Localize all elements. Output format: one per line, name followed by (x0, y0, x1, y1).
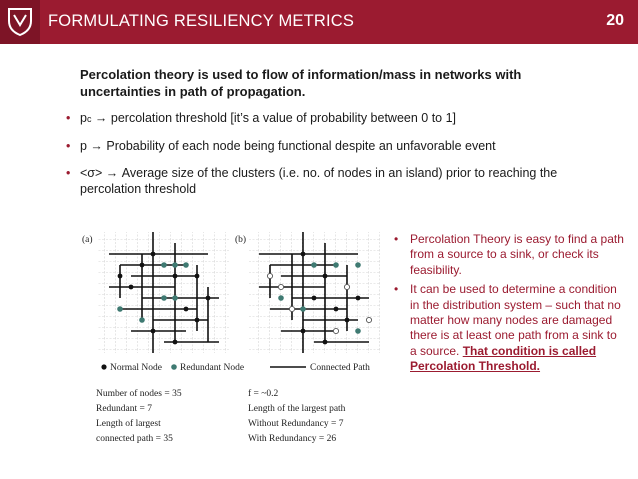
grid-b (248, 232, 380, 353)
bullet-percolation-threshold (66, 110, 586, 127)
explanation-text: Percolation Theory is easy to find a path from a source to a sink, or check its feasibility. (410, 232, 624, 277)
legend-redundant: Redundant Node (180, 363, 245, 373)
explanation-item-1 (392, 232, 626, 278)
panel-a-label: (a) (82, 235, 93, 245)
arrow-icon: → (86, 139, 107, 153)
arrow-icon: → (102, 166, 122, 180)
bullet-text: Probability of each node being functional despite an unfavorable event (106, 139, 496, 153)
stat-b-2: Length of the largest path (248, 404, 346, 414)
stat-b-3: Without Redundancy = 7 (248, 419, 344, 429)
stat-b-4: With Redundancy = 26 (248, 434, 337, 444)
stat-a-2: Redundant = 7 (96, 404, 153, 414)
definition-list (66, 110, 586, 208)
normal-node-legend-icon (101, 364, 106, 369)
arrow-icon: → (91, 111, 111, 125)
stat-a-4: connected path = 35 (96, 434, 173, 444)
slide-header (0, 0, 638, 44)
slide-title: FORMULATING RESILIENCY METRICS (48, 12, 355, 30)
university-crest-icon (7, 7, 33, 37)
explanation-list (392, 232, 626, 379)
slide-number: 20 (606, 12, 624, 29)
stat-a-1: Number of nodes = 35 (96, 389, 182, 399)
bullet-probability (66, 138, 586, 154)
percolation-figure (82, 228, 384, 470)
bullet-text: Average size of the clusters (i.e. no. of nodes in an island) prior to reaching the percolation threshold (80, 166, 558, 196)
symbol: p (80, 139, 87, 153)
redundant-node-legend-icon (171, 364, 177, 370)
bullet-text: percolation threshold [it’s a value of probability between 0 to 1] (110, 111, 457, 125)
legend-path: Connected Path (310, 363, 370, 373)
grid-a (98, 232, 230, 353)
symbol: <σ> (80, 166, 103, 180)
legend-normal: Normal Node (110, 363, 162, 373)
percolation-threshold-emphasis: That condition is called Percolation Threshold. (410, 343, 597, 374)
symbol: p (80, 111, 87, 125)
intro-text: Percolation theory is used to flow of information/mass in networks with uncertainties in path of propagation. (80, 67, 522, 99)
percolation-diagram (82, 228, 384, 470)
stat-a-3: Length of largest (96, 419, 161, 429)
stat-b-1: f = ~0.2 (248, 389, 279, 399)
panel-b-label: (b) (235, 235, 247, 245)
logo (0, 0, 40, 44)
explanation-item-2 (392, 282, 626, 374)
explanation-text: It can be used to determine a condition in the distribution system – such that no matter how many nodes are damaged there is at least one path from a sink to a source. (410, 282, 621, 358)
bullet-cluster-size (66, 165, 586, 197)
symbol-subscript: c (86, 114, 92, 124)
